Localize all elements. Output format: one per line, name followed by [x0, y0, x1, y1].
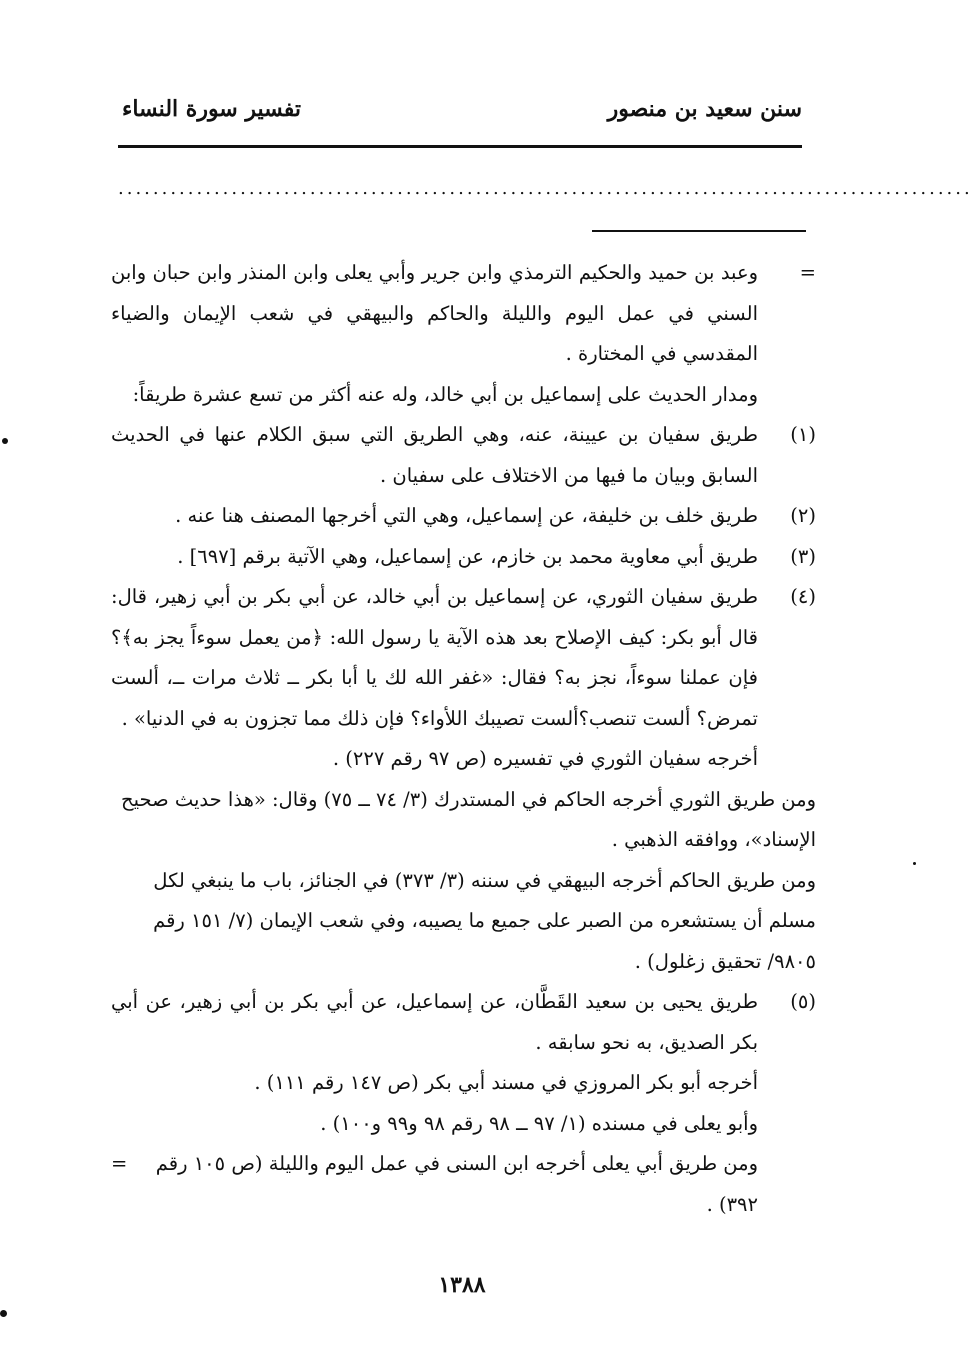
item-text: طريق أبي معاوية محمد بن خازم، عن إسماعيل، وهي الآتية برقم [٦٩٧] .: [177, 544, 758, 568]
continuation-mark-end: =: [111, 1152, 128, 1175]
note-text: وأبو يعلى في مسنده (١/ ٩٧ ــ ٩٨ رقم ٩٨ و٩٩ و١٠٠) .: [320, 1111, 758, 1135]
paragraph-text: وعبد بن حميد والحكيم الترمذي وابن جرير وأبي يعلى وابن المنذر وابن حبان وابن السني في عمل اليوم والليلة والحاكم والبيهقي في شعب الإيمان والضياء المقدسي في المختارة .: [111, 261, 758, 365]
item-text: طريق سفيان الثوري، عن إسماعيل بن أبي خالد، عن أبي بكر بن أبي زهير، قال: قال أبو بكر: كيف الإصلاح بعد هذه الآية يا رسول الله: ﴿من يعمل سوءاً يجز به﴾؟ فإن عملنا سوءاً، نجز به؟ فقال: «غفر الله لك يا أبا بكر ــ ثلاث مرات ــ، ألست تمرض؟ ألست تنصب؟ألست تصيبك اللأواء؟ فإن ذلك مما تجزون به في الدنيا» .: [111, 585, 758, 730]
source-note: [111, 1063, 816, 1104]
note-text: أخرجه أبو بكر المروزي في مسند أبي بكر (ص ١٤٧ رقم ١١١) .: [254, 1071, 758, 1094]
scan-speck: [913, 862, 916, 865]
item-number: (١): [790, 423, 816, 446]
item-text: طريق يحيى بن سعيد القَطَّان، عن إسماعيل، عن أبي بكر بن أبي زهير، عن أبي بكر الصديق، به نحو سابقه .: [111, 990, 758, 1054]
page-number: ١٣٨٨: [438, 1272, 486, 1298]
separator-dots: ..................................................................................................: [118, 178, 973, 199]
paragraph: [111, 375, 816, 416]
final-line: [111, 1144, 816, 1225]
source-note: [111, 739, 816, 780]
list-item: [111, 415, 816, 496]
source-note: [111, 861, 816, 983]
note-text: ومن طريق الحاكم أخرجه البيهقي في سننه (٣/ ٣٧٣) في الجنائز، باب ما ينبغي لكل مسلم أن يستشعره من الصبر على جميع ما يصيبه، وفي شعب الإيمان (٧/ ١٥١ رقم ٩٨٠٥/ تحقيق زغلول) .: [153, 868, 816, 973]
list-item: [111, 496, 816, 537]
scan-speck: [0, 1310, 7, 1317]
footnote-body: [111, 253, 816, 1225]
header-rule: [118, 145, 802, 148]
item-number: (٢): [790, 504, 816, 527]
scan-speck: [2, 438, 8, 444]
list-item: [111, 577, 816, 739]
footnote-rule: [592, 230, 806, 232]
item-text: طريق سفيان بن عيينة، عنه، وهي الطريق التي سبق الكلام عنها في الحديث السابق وبيان ما فيها من الاختلاف على سفيان .: [111, 423, 758, 487]
paragraph-text: ومدار الحديث على إسماعيل بن أبي خالد، وله عنه أكثر من تسع عشرة طريقاً:: [132, 382, 758, 406]
source-note: [111, 780, 816, 861]
continuation-paragraph: [111, 253, 816, 375]
item-number: (٤): [790, 585, 816, 608]
final-text: ومن طريق أبي يعلى أخرجه ابن السنى في عمل اليوم والليلة (ص ١٠٥ رقم ٣٩٢) .: [155, 1152, 758, 1216]
continuation-mark: =: [799, 261, 816, 284]
book-title: سنن سعيد بن منصور: [607, 96, 802, 122]
list-item: [111, 537, 816, 578]
note-text: ومن طريق الثوري أخرجه الحاكم في المستدرك (٣/ ٧٤ ــ ٧٥) وقال: «هذا حديث صحيح الإسناد»، ووافقه الذهبي .: [121, 787, 816, 851]
note-text: أخرجه سفيان الثوري في تفسيره (ص ٩٧ رقم ٢٢٧) .: [332, 747, 758, 770]
item-number: (٣): [790, 544, 816, 568]
source-note: [111, 1104, 816, 1145]
list-item: [111, 982, 816, 1063]
item-text: طريق خلف بن خليفة، عن إسماعيل، وهي التي أخرجها المصنف هنا عنه .: [175, 504, 758, 527]
item-number: (٥): [790, 990, 816, 1013]
section-title: تفسير سورة النساء: [122, 96, 302, 122]
